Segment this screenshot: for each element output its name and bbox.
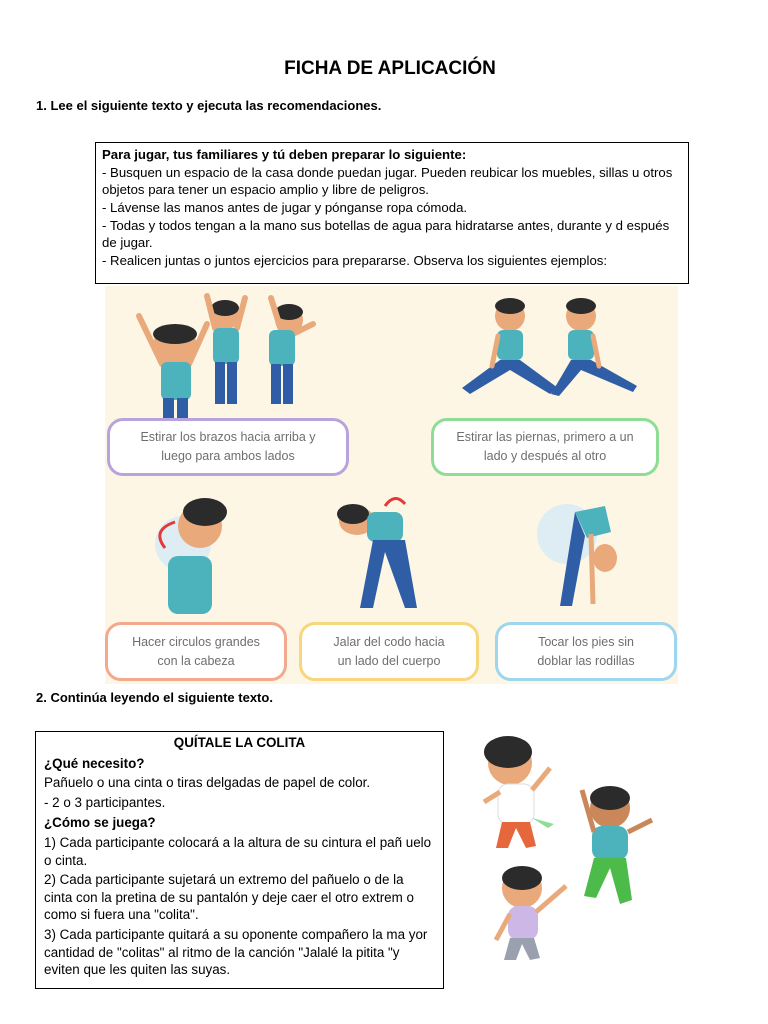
game-box xyxy=(35,731,444,989)
caption-arms: Estirar los brazos hacia arriba y luego para ambos lados xyxy=(107,418,349,476)
section1-heading: 1. Lee el siguiente texto y ejecuta las recomendaciones. xyxy=(36,98,382,113)
caption-elbow: Jalar del codo hacia un lado del cuerpo xyxy=(299,622,479,681)
page-title: FICHA DE APLICACIÓN xyxy=(284,58,496,79)
legs-stretch-figures xyxy=(462,298,637,396)
howto-heading: ¿Cómo se juega? xyxy=(44,815,156,831)
head-circles-figure xyxy=(155,498,227,614)
section2-heading: 2. Continúa leyendo el siguiente texto. xyxy=(36,690,273,705)
exercise-illustration xyxy=(105,286,678,684)
kid-1 xyxy=(484,736,554,848)
instruction-item: - Lávense las manos antes de jugar y pónganse ropa cómoda. xyxy=(102,200,468,215)
instructions-title: Para jugar, tus familiares y tú deben preparar lo siguiente: xyxy=(102,147,467,162)
step-item: 2) Cada participante sujetará un extremo del pañuelo o de la cinta con la pretina de su pantalón y deje caer el otro extrem o como si fuera una "colita". xyxy=(44,872,414,923)
instruction-item: - Todas y todos tengan a la mano sus botellas de agua para hidratarse antes, durante y d espués de jugar. xyxy=(102,218,670,250)
toe-touch-figure xyxy=(537,504,617,606)
kids-playing-illustration xyxy=(470,728,670,968)
kid-3 xyxy=(496,866,566,960)
caption-toes: Tocar los pies sin doblar las rodillas xyxy=(495,622,677,681)
needs-item: Pañuelo o una cinta o tiras delgadas de papel de color. xyxy=(44,775,371,791)
instruction-item: - Busquen un espacio de la casa donde puedan jugar. Pueden reubicar los muebles, sillas u otros objetos para tener un espacio amplio y libre de peligros. xyxy=(102,165,673,197)
needs-heading: ¿Qué necesito? xyxy=(44,755,145,771)
step-item: 1) Cada participante colocará a la altura de su cintura el pañ uelo o cinta. xyxy=(44,834,432,868)
needs-item: - 2 o 3 participantes. xyxy=(44,794,166,810)
kid-2 xyxy=(582,786,652,904)
caption-legs: Estirar las piernas, primero a un lado y después al otro xyxy=(431,418,659,476)
caption-head: Hacer circulos grandes con la cabeza xyxy=(105,622,287,681)
instruction-item: - Realicen juntas o juntos ejercicios para prepararse. Observa los siguientes ejemplos: xyxy=(102,253,608,268)
step-item: 3) Cada participante quitará a su oponente compañero la ma yor cantidad de "colitas" al ritmo de la canción "Jalalé la pitita "y eviten que les quiten las suyas. xyxy=(44,926,428,978)
instructions-box xyxy=(95,142,689,284)
elbow-pull-figure xyxy=(337,498,417,608)
game-title: QUÍTALE LA COLITA xyxy=(173,735,306,750)
